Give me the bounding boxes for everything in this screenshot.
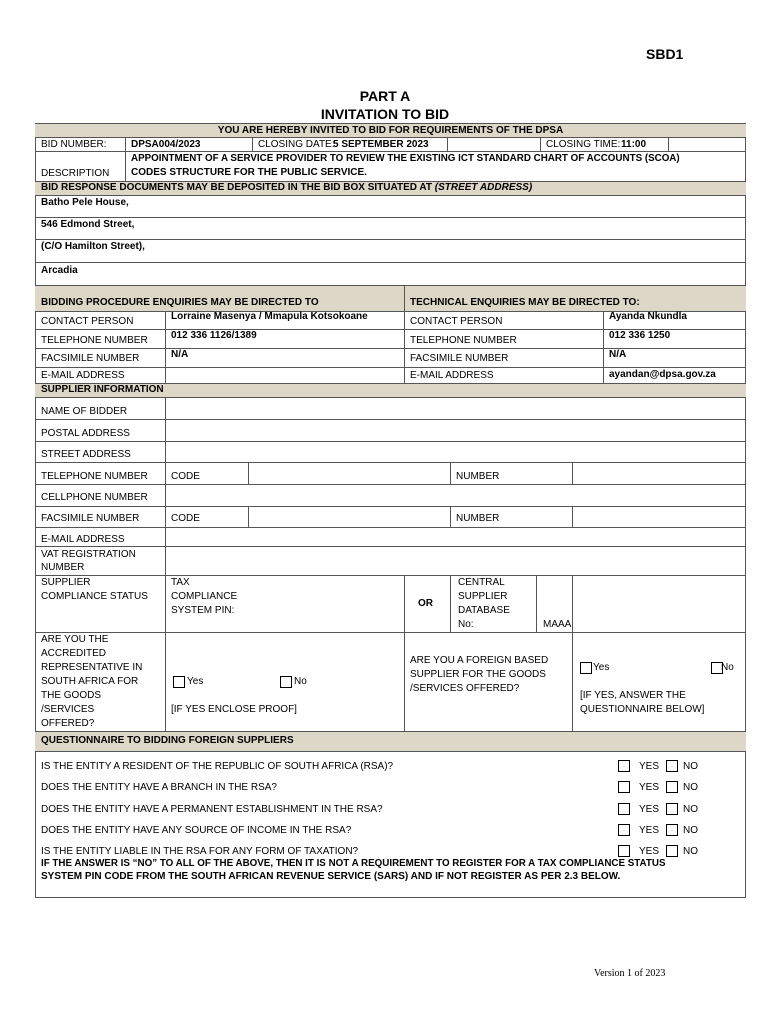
- foreign-yes-label: Yes: [593, 662, 610, 673]
- technical-contact: Ayanda Nkundla: [609, 311, 687, 322]
- form-code: SBD1: [646, 46, 684, 62]
- question-5-no-checkbox[interactable]: [666, 845, 678, 857]
- compliance-label-line-1: SUPPLIER: [41, 577, 91, 588]
- technical-fax-label: FACSIMILE NUMBER: [410, 353, 509, 364]
- question-4-no-checkbox[interactable]: [666, 824, 678, 836]
- accredited-line-3: REPRESENTATIVE IN: [41, 662, 143, 673]
- tax-pin-line-3: SYSTEM PIN:: [171, 605, 235, 616]
- bidder-name-label: NAME OF BIDDER: [41, 406, 128, 417]
- foreign-line-1: ARE YOU A FOREIGN BASED: [410, 655, 549, 666]
- bidding-fax: N/A: [171, 349, 189, 360]
- technical-contact-label: CONTACT PERSON: [410, 316, 503, 327]
- question-3-no-label: NO: [683, 804, 698, 815]
- vat-label-line-1: VAT REGISTRATION: [41, 549, 136, 560]
- csd-line-4: No:: [458, 619, 474, 630]
- cellphone-label: CELLPHONE NUMBER: [41, 492, 148, 503]
- answer-questionnaire-line-1: [IF YES, ANSWER THE: [580, 690, 686, 701]
- question-5-yes-label: YES: [639, 846, 660, 857]
- or-label: OR: [418, 598, 433, 609]
- csd-line-1: CENTRAL: [458, 577, 505, 588]
- foreign-no-label: No: [721, 662, 734, 673]
- description-line-1: APPOINTMENT OF A SERVICE PROVIDER TO REVIEW THE EXISTING ICT STANDARD CHART OF ACCOUNTS (SCOA): [131, 153, 680, 164]
- question-4-no-label: NO: [683, 825, 698, 836]
- telephone-number-label: NUMBER: [456, 471, 500, 482]
- question-1: IS THE ENTITY A RESIDENT OF THE REPUBLIC OF SOUTH AFRICA (RSA)?: [41, 761, 394, 772]
- closing-time-label: CLOSING TIME:: [546, 139, 621, 150]
- supplier-heading: SUPPLIER INFORMATION: [41, 384, 164, 395]
- compliance-label-line-2: COMPLIANCE STATUS: [41, 591, 148, 602]
- question-3-yes-label: YES: [639, 804, 660, 815]
- accredited-line-5: THE GOODS: [41, 690, 102, 701]
- question-3-yes-checkbox[interactable]: [618, 803, 630, 815]
- question-4: DOES THE ENTITY HAVE ANY SOURCE OF INCOME IN THE RSA?: [41, 825, 352, 836]
- invite-heading: YOU ARE HEREBY INVITED TO BID FOR REQUIREMENTS OF THE DPSA: [217, 125, 564, 136]
- version-footer: Version 1 of 2023: [594, 968, 666, 979]
- question-3-no-checkbox[interactable]: [666, 803, 678, 815]
- question-4-yes-checkbox[interactable]: [618, 824, 630, 836]
- address-line-2: 546 Edmond Street,: [41, 219, 135, 230]
- accredited-line-1: ARE YOU THE: [41, 634, 109, 645]
- bidding-contact-label: CONTACT PERSON: [41, 316, 134, 327]
- accredited-line-2: ACCREDITED: [41, 648, 107, 659]
- technical-enquiries-heading: TECHNICAL ENQUIRIES MAY BE DIRECTED TO:: [410, 297, 640, 308]
- address-line-1: Batho Pele House,: [41, 197, 129, 208]
- description-label: DESCRIPTION: [41, 168, 110, 179]
- accredited-yes-label: Yes: [187, 676, 204, 687]
- question-2-no-label: NO: [683, 782, 698, 793]
- bidding-enquiries-heading: BIDDING PROCEDURE ENQUIRIES MAY BE DIRECTED TO: [41, 297, 319, 308]
- bidding-telephone: 012 336 1126/1389: [171, 330, 257, 341]
- accredited-line-4: SOUTH AFRICA FOR: [41, 676, 139, 687]
- technical-telephone-label: TELEPHONE NUMBER: [410, 335, 517, 346]
- bid-number-label: BID NUMBER:: [41, 139, 107, 150]
- question-2: DOES THE ENTITY HAVE A BRANCH IN THE RSA?: [41, 782, 277, 793]
- fax-code-label: CODE: [171, 513, 200, 524]
- question-5-yes-checkbox[interactable]: [618, 845, 630, 857]
- foreign-line-2: SUPPLIER FOR THE GOODS: [410, 669, 546, 680]
- question-5: IS THE ENTITY LIABLE IN THE RSA FOR ANY FORM OF TAXATION?: [41, 846, 359, 857]
- address-line-4: Arcadia: [41, 265, 78, 276]
- closing-date-label: CLOSING DATE:: [258, 139, 335, 150]
- bidding-contact: Lorraine Masenya / Mmapula Kotsokoane: [171, 311, 368, 322]
- page-title: INVITATION TO BID: [320, 106, 450, 122]
- accredited-no-label: No: [294, 676, 307, 687]
- telephone-code-label: CODE: [171, 471, 200, 482]
- foreign-line-3: /SERVICES OFFERED?: [410, 683, 520, 694]
- accredited-line-7: OFFERED?: [41, 718, 95, 729]
- questionnaire-note-line-2: SYSTEM PIN CODE FROM THE SOUTH AFRICAN REVENUE SERVICE (SARS) AND IF NOT REGISTER AS PER 2.3 BELOW.: [41, 871, 621, 882]
- question-1-no-label: NO: [683, 761, 698, 772]
- closing-date: 5 SEPTEMBER 2023: [333, 139, 429, 150]
- maaa-prefix: MAAA: [543, 619, 572, 630]
- tax-pin-line-1: TAX: [171, 577, 190, 588]
- bid-number: DPSA004/2023: [131, 139, 201, 150]
- technical-fax: N/A: [609, 349, 627, 360]
- question-1-yes-checkbox[interactable]: [618, 760, 630, 772]
- vat-label-line-2: NUMBER: [41, 562, 85, 573]
- answer-questionnaire-line-2: QUESTIONNAIRE BELOW]: [580, 704, 705, 715]
- question-2-no-checkbox[interactable]: [666, 781, 678, 793]
- technical-email-label: E-MAIL ADDRESS: [410, 370, 494, 381]
- part-title: PART A: [359, 88, 411, 104]
- tax-pin-line-2: COMPLIANCE: [171, 591, 238, 602]
- postal-address-label: POSTAL ADDRESS: [41, 428, 130, 439]
- technical-email: ayandan@dpsa.gov.za: [609, 369, 716, 380]
- question-3: DOES THE ENTITY HAVE A PERMANENT ESTABLISHMENT IN THE RSA?: [41, 804, 383, 815]
- question-5-no-label: NO: [683, 846, 698, 857]
- bidding-telephone-label: TELEPHONE NUMBER: [41, 335, 148, 346]
- enclose-proof-note: [IF YES ENCLOSE PROOF]: [171, 704, 297, 715]
- description-line-2: CODES STRUCTURE FOR THE PUBLIC SERVICE.: [131, 167, 367, 178]
- question-4-yes-label: YES: [639, 825, 660, 836]
- accredited-line-6: /SERVICES: [41, 704, 95, 715]
- fax-number-label: NUMBER: [456, 513, 500, 524]
- closing-time: 11:00: [621, 139, 647, 150]
- question-1-yes-label: YES: [639, 761, 660, 772]
- technical-telephone: 012 336 1250: [609, 330, 671, 341]
- csd-line-3: DATABASE: [458, 605, 510, 616]
- questionnaire-note-line-1: IF THE ANSWER IS “NO” TO ALL OF THE ABOVE, THEN IT IS NOT A REQUIREMENT TO REGISTER FOR A TAX COMPLIANCE STATUS: [41, 858, 666, 869]
- question-2-yes-checkbox[interactable]: [618, 781, 630, 793]
- deposit-heading: BID RESPONSE DOCUMENTS MAY BE DEPOSITED IN THE BID BOX SITUATED AT (STREET ADDRESS): [41, 182, 533, 193]
- supplier-telephone-label: TELEPHONE NUMBER: [41, 471, 148, 482]
- address-line-3: (C/O Hamilton Street),: [41, 241, 145, 252]
- questionnaire-heading: QUESTIONNAIRE TO BIDDING FOREIGN SUPPLIERS: [41, 735, 294, 746]
- csd-line-2: SUPPLIER: [458, 591, 508, 602]
- question-1-no-checkbox[interactable]: [666, 760, 678, 772]
- question-2-yes-label: YES: [639, 782, 660, 793]
- supplier-email-label: E-MAIL ADDRESS: [41, 534, 125, 545]
- street-address-label: STREET ADDRESS: [41, 449, 131, 460]
- bidding-email-label: E-MAIL ADDRESS: [41, 370, 125, 381]
- bidding-fax-label: FACSIMILE NUMBER: [41, 353, 140, 364]
- supplier-fax-label: FACSIMILE NUMBER: [41, 513, 140, 524]
